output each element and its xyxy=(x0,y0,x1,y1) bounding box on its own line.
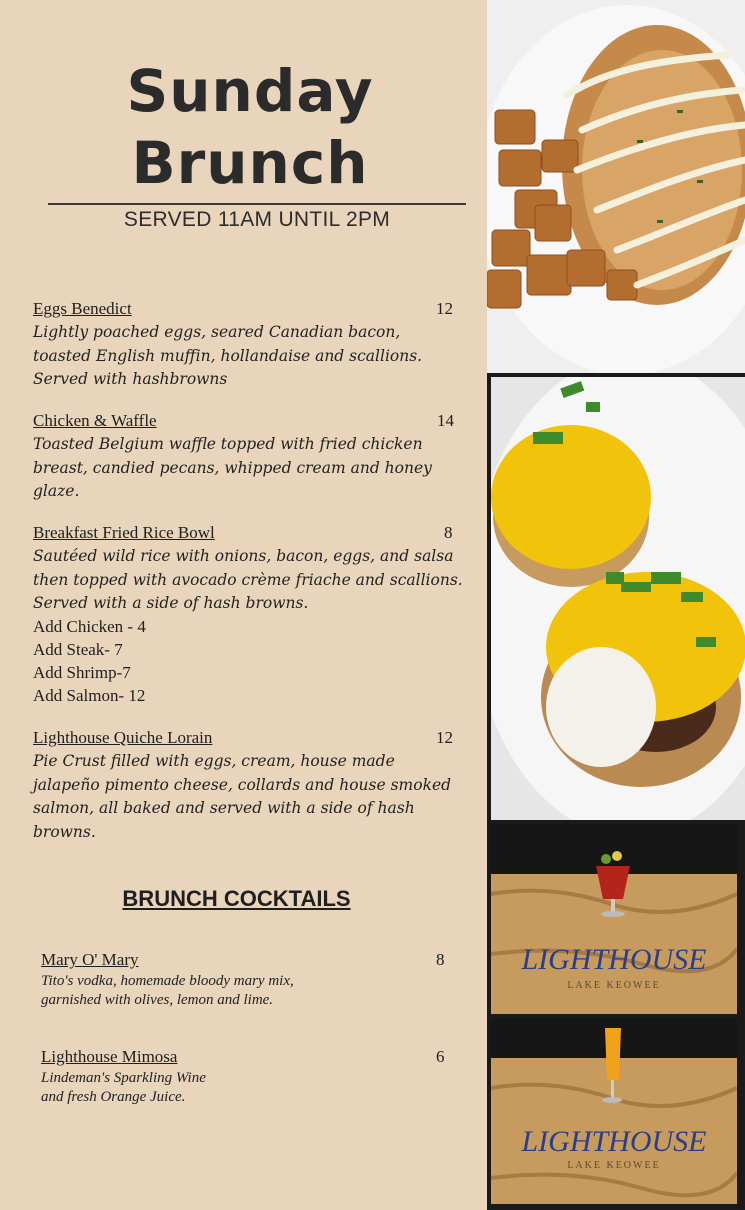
cocktail-name: Lighthouse Mimosa xyxy=(41,1047,178,1066)
eggs-benedict-photo xyxy=(491,377,745,820)
addon-option: Add Salmon- 12 xyxy=(33,686,146,705)
bloody-mary-photo xyxy=(491,824,737,1014)
menu-item-description: Toasted Belgium waffle topped with fried chicken breast, candied pecans, whipped cream and honey glaze. xyxy=(33,435,432,500)
menu-item-description: Pie Crust filled with eggs, cream, house made jalapeño pimento cheese, collards and house smoked salmon, all baked and served with a side of hash browns. xyxy=(33,752,452,841)
bar-sign-text: LIGHTHOUSE xyxy=(521,1125,707,1158)
page-title-line2: Brunch xyxy=(131,129,369,197)
bar-sign-text: LIGHTHOUSE xyxy=(521,943,707,976)
cocktail-description: and fresh Orange Juice. xyxy=(41,1089,186,1105)
page-title-line1: Sunday xyxy=(126,57,374,125)
cocktail-price: 6 xyxy=(436,1047,445,1066)
menu-item-price: 8 xyxy=(444,523,453,542)
served-hours: SERVED 11AM UNTIL 2PM xyxy=(123,208,391,231)
photo-column xyxy=(487,0,745,1210)
cocktail-name: Mary O' Mary xyxy=(41,950,139,969)
menu-item-name: Lighthouse Quiche Lorain xyxy=(33,728,213,747)
cocktail-description: Tito's vodka, homemade bloody mary mix, xyxy=(41,973,294,989)
mimosa-photo xyxy=(491,1018,737,1204)
cocktail-description: garnished with olives, lemon and lime. xyxy=(41,992,274,1008)
menu-item-name: Breakfast Fried Rice Bowl xyxy=(33,523,215,542)
cocktail-description: Lindeman's Sparkling Wine xyxy=(41,1070,206,1086)
title-divider xyxy=(48,203,466,205)
bar-sign-subtext: LAKE KEOWEE xyxy=(567,1160,661,1171)
cocktails-heading: BRUNCH COCKTAILS xyxy=(122,886,351,911)
menu-item-price: 14 xyxy=(437,411,454,430)
menu-item-price: 12 xyxy=(436,299,453,318)
cocktail-price: 8 xyxy=(436,950,445,969)
menu-item-description: Sautéed wild rice with onions, bacon, eggs, and salsa then topped with avocado crème friache and scallions. Served with a side of hash browns. xyxy=(33,547,463,612)
bar-sign-subtext: LAKE KEOWEE xyxy=(567,980,661,991)
menu-item-price: 12 xyxy=(436,728,453,747)
menu-item-name: Chicken & Waffle xyxy=(33,411,157,430)
addon-option: Add Shrimp-7 xyxy=(33,663,131,682)
menu-item-description: Lightly poached eggs, seared Canadian bacon, toasted English muffin, hollandaise and scallions. Served with hashbrowns xyxy=(33,323,423,388)
hashbrown-scramble-photo xyxy=(487,0,745,373)
addon-option: Add Chicken - 4 xyxy=(33,617,146,636)
addon-option: Add Steak- 7 xyxy=(33,640,123,659)
menu-item-name: Eggs Benedict xyxy=(33,299,132,318)
